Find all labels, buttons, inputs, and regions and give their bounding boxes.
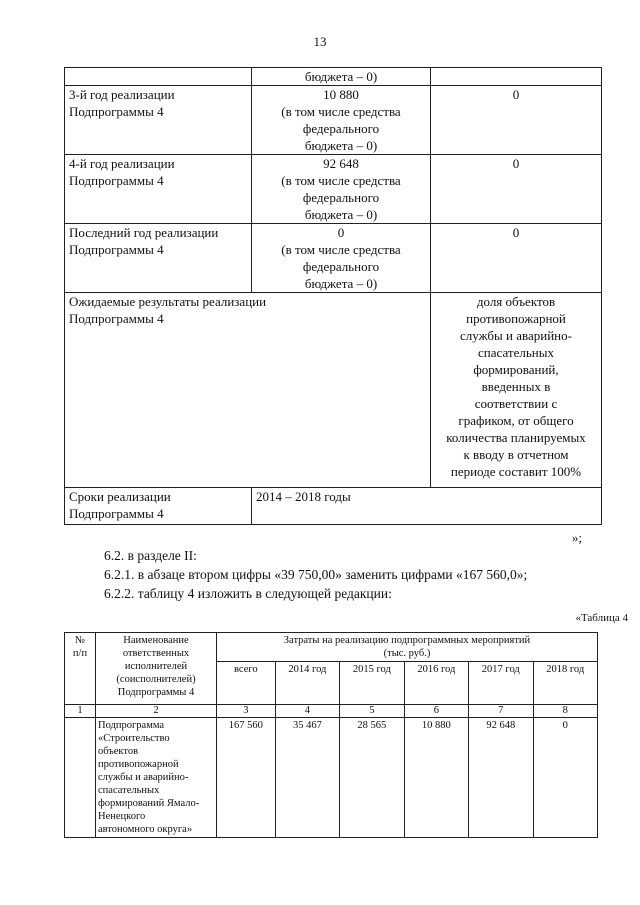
row-label: 4-й год реализации Подпрограммы 4 bbox=[65, 155, 252, 224]
table-row bbox=[65, 68, 602, 86]
closing-quote: »; bbox=[571, 530, 582, 545]
header-year: 2018 год bbox=[533, 662, 598, 705]
row-number bbox=[65, 718, 96, 838]
row-value-2018: 0 bbox=[533, 718, 598, 838]
row-value-total: 167 560 bbox=[217, 718, 276, 838]
table-row bbox=[65, 155, 602, 224]
paragraph-section: 6.2. в разделе II: bbox=[104, 548, 197, 563]
row-amount: 92 648 (в том числе средства федерального бюджета – 0) bbox=[252, 155, 431, 224]
header-number: № п/п bbox=[65, 633, 96, 705]
subprogram-passport-table bbox=[64, 67, 602, 525]
terms-label: Сроки реализации Подпрограммы 4 bbox=[65, 488, 252, 525]
header-year: 2014 год bbox=[275, 662, 339, 705]
terms-value: 2014 – 2018 годы bbox=[252, 488, 602, 525]
column-number: 5 bbox=[340, 705, 404, 718]
column-number: 8 bbox=[533, 705, 598, 718]
table-row bbox=[65, 718, 598, 838]
expected-results-label: Ожидаемые результаты реализации Подпрограммы 4 bbox=[65, 293, 431, 488]
table-caption: «Таблица 4 bbox=[575, 612, 628, 624]
row-value-2015: 28 565 bbox=[340, 718, 404, 838]
page-number: 13 bbox=[313, 34, 327, 49]
column-number: 3 bbox=[217, 705, 276, 718]
header-year: 2016 год bbox=[404, 662, 468, 705]
costs-table bbox=[64, 632, 598, 838]
header-name: Наименование ответственных исполнителей (соисполнителей) Подпрограммы 4 bbox=[96, 633, 217, 705]
paragraph-replace-figures: 6.2.1. в абзаце втором цифры «39 750,00» заменить цифрами «167 560,0»; bbox=[104, 567, 528, 582]
table-row bbox=[65, 224, 602, 293]
row-amount: бюджета – 0) bbox=[252, 68, 431, 86]
row-other: 0 bbox=[431, 155, 602, 224]
row-value-2017: 92 648 bbox=[469, 718, 533, 838]
header-year: 2017 год bbox=[469, 662, 533, 705]
header-total: всего bbox=[217, 662, 276, 705]
row-name: Подпрограмма «Строительство объектов противопожарной службы и аварийно- спасательных формирований Ямало- Ненецкого автономного округа» bbox=[96, 718, 217, 838]
column-number: 2 bbox=[96, 705, 217, 718]
row-amount: 0 (в том числе средства федерального бюджета – 0) bbox=[252, 224, 431, 293]
row-value-2016: 10 880 bbox=[404, 718, 468, 838]
row-other: 0 bbox=[431, 224, 602, 293]
table-row bbox=[65, 293, 602, 488]
table-row bbox=[65, 488, 602, 525]
paragraph-table-edit: 6.2.2. таблицу 4 изложить в следующей редакции: bbox=[104, 586, 392, 601]
row-other: 0 bbox=[431, 86, 602, 155]
row-other bbox=[431, 68, 602, 86]
header-year: 2015 год bbox=[340, 662, 404, 705]
column-number: 7 bbox=[469, 705, 533, 718]
row-label bbox=[65, 68, 252, 86]
row-label: 3-й год реализации Подпрограммы 4 bbox=[65, 86, 252, 155]
header-costs: Затраты на реализацию подпрограммных мероприятий (тыс. руб.) bbox=[217, 633, 598, 662]
table-row bbox=[65, 86, 602, 155]
column-number: 4 bbox=[275, 705, 339, 718]
header-row bbox=[65, 633, 598, 662]
row-value-2014: 35 467 bbox=[275, 718, 339, 838]
column-number: 6 bbox=[404, 705, 468, 718]
expected-results-value: доля объектов противопожарной службы и аварийно- спасательных формирований, введенных в соответствии с графиком, от общего количества планируемых к вводу в отчетном периоде составит 100% bbox=[431, 293, 602, 488]
row-amount: 10 880 (в том числе средства федерального бюджета – 0) bbox=[252, 86, 431, 155]
row-label: Последний год реализации Подпрограммы 4 bbox=[65, 224, 252, 293]
column-number: 1 bbox=[65, 705, 96, 718]
column-number-row bbox=[65, 705, 598, 718]
